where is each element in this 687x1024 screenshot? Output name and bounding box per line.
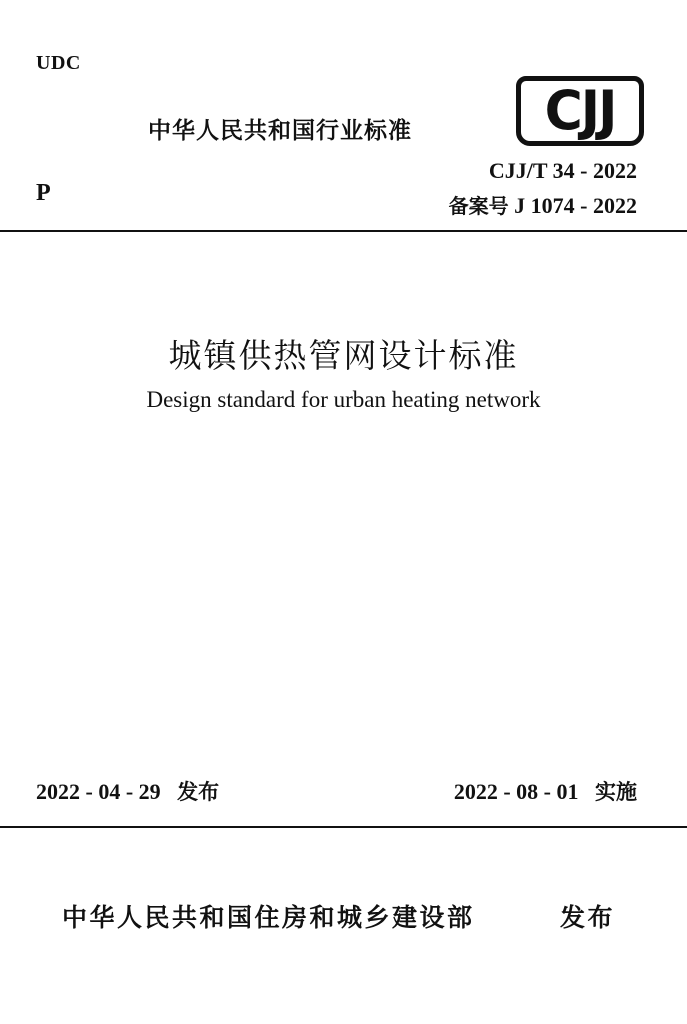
title-english: Design standard for urban heating network	[146, 387, 541, 412]
standard-number: CJJ/T 34 - 2022	[488, 158, 637, 183]
implementation-date: 2022 - 08 - 01	[453, 779, 579, 804]
category-label: P	[36, 180, 51, 206]
record-number-line	[449, 190, 637, 219]
header-divider	[0, 230, 687, 232]
udc-label: UDC	[36, 52, 81, 74]
implementation-date-line	[454, 776, 637, 806]
title-chinese: 城镇供热管网设计标准	[168, 336, 519, 375]
industry-standard-title: 中华人民共和国行业标准	[148, 118, 412, 144]
issue-label: 发布	[177, 780, 220, 804]
footer-divider	[0, 826, 687, 828]
publish-label: 发布	[560, 903, 616, 932]
cjj-logo	[516, 76, 644, 146]
issue-date: 2022 - 04 - 29	[36, 779, 161, 804]
implementation-label: 实施	[595, 780, 637, 804]
issue-date-line	[36, 776, 219, 806]
publisher-name: 中华人民共和国住房和城乡建设部	[62, 903, 475, 932]
cjj-logo-text: CJJ	[544, 79, 616, 143]
record-number: J 1074 - 2022	[514, 193, 637, 218]
record-label: 备案号	[448, 194, 509, 218]
